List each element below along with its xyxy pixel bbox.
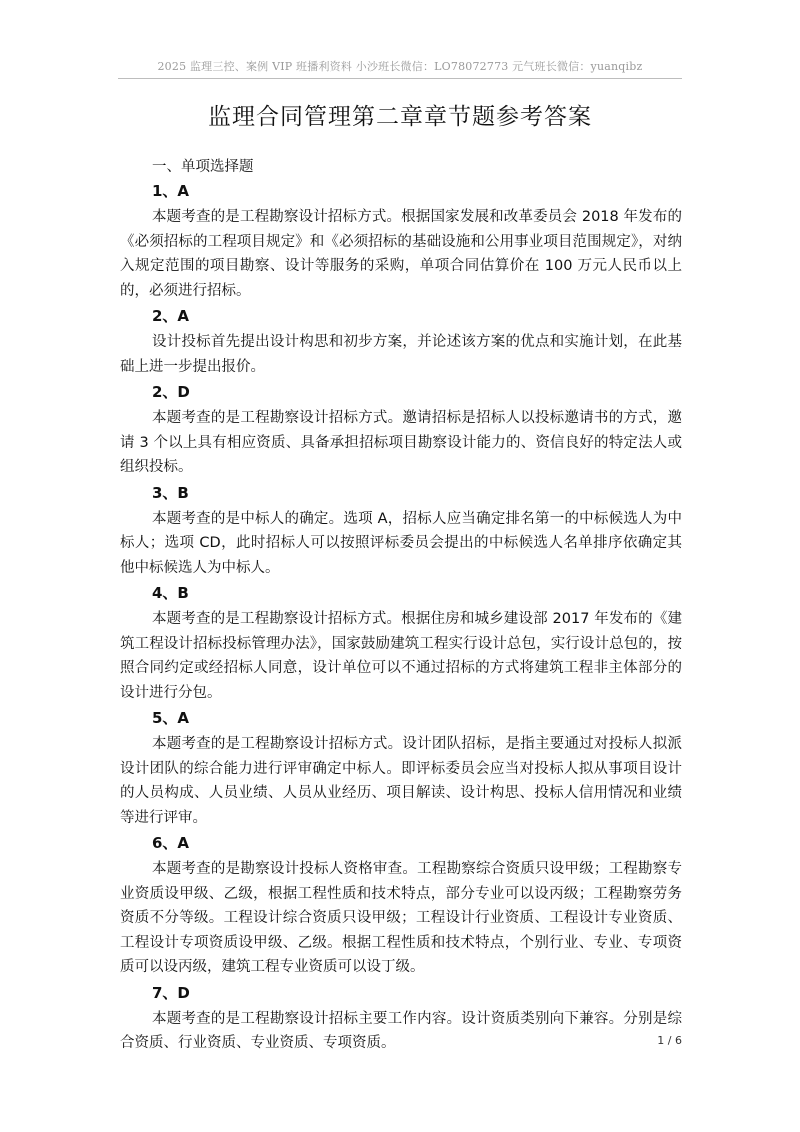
question-answer: 1、A bbox=[152, 182, 190, 200]
section-heading: 一、单项选择题 bbox=[152, 159, 254, 175]
page-header: 2025 监理三控、案例 VIP 班播利资料 小沙班长微信：LO78072773 元气班长微信：yuanqibz bbox=[157, 60, 643, 73]
document-title: 监理合同管理第二章章节题参考答案 bbox=[208, 104, 592, 130]
question-explanation: 本题考查的是工程勘察设计招标主要工作内容。设计资质类别向下兼容。分别是综合资质、行业资质、专业资质、专项资质。 bbox=[120, 1010, 682, 1051]
question-answer: 5、A bbox=[152, 709, 190, 727]
question-answer: 6、A bbox=[152, 834, 190, 852]
document-body bbox=[120, 155, 682, 1058]
question-answer: 7、D bbox=[152, 983, 190, 1002]
question-explanation: 本题考查的是工程勘察设计招标方式。邀请招标是招标人以投标邀请书的方式，邀请 3 个以上具有相应资质、具备承担招标项目勘察设计能力的、资信良好的特定法人或组织投标。 bbox=[120, 410, 682, 475]
question-answer: 4、B bbox=[152, 584, 189, 602]
question-answer: 2、D bbox=[152, 383, 190, 401]
question-explanation: 设计投标首先提出设计构思和初步方案，并论述该方案的优点和实施计划，在此基础上进一步提出报价。 bbox=[120, 334, 682, 375]
header-divider bbox=[118, 78, 682, 79]
question-explanation: 本题考查的是勘察设计投标人资格审查。工程勘察综合资质只设甲级；工程勘察专业资质设甲级、乙级，根据工程性质和技术特点，部分专业可以设丙级；工程勘察劳务资质不分等级。工程设计综合资质只设甲级；工程设计行业资质、工程设计专业资质、工程设计专项资质设甲级、乙级。根据工程性质和技术特点，个别行业、专业、专项资质可以设丙级，建筑工程专业资质可以设丁级。 bbox=[120, 861, 682, 975]
question-answer: 3、B bbox=[152, 483, 189, 502]
question-explanation: 本题考查的是工程勘察设计招标方式。根据国家发展和改革委员会 2018 年发布的《必须招标的工程项目规定》和《必须招标的基础设施和公用事业项目范围规定》，对纳入规定范围的项目勘察、设计等服务的采购，单项合同估算价在 100 万元人民币以上的，必须进行招标。 bbox=[120, 209, 682, 299]
question-explanation: 本题考查的是工程勘察设计招标方式。根据住房和城乡建设部 2017 年发布的《建筑工程设计招标投标管理办法》，国家鼓励建筑工程实行设计总包，实行设计总包的，按照合同约定或经招标人同意，设计单位可以不通过招标的方式将建筑工程非主体部分的设计进行分包。 bbox=[120, 611, 682, 701]
question-explanation: 本题考查的是工程勘察设计招标方式。设计团队招标，是指主要通过对投标人拟派设计团队的综合能力进行评审确定中标人。即评标委员会应当对投标人拟从事项目设计的人员构成、人员业绩、人员从业经历、项目解读、设计构思、投标人信用情况和业绩等进行评审。 bbox=[120, 736, 682, 826]
question-answer: 2、A bbox=[152, 307, 190, 325]
question-explanation: 本题考查的是中标人的确定。选项 A，招标人应当确定排名第一的中标候选人为中标人；选项 CD，此时招标人可以按照评标委员会提出的中标候选人名单排序依确定其他中标候选人为中标人。 bbox=[120, 510, 682, 576]
page-number: 1 / 6 bbox=[657, 1034, 682, 1047]
